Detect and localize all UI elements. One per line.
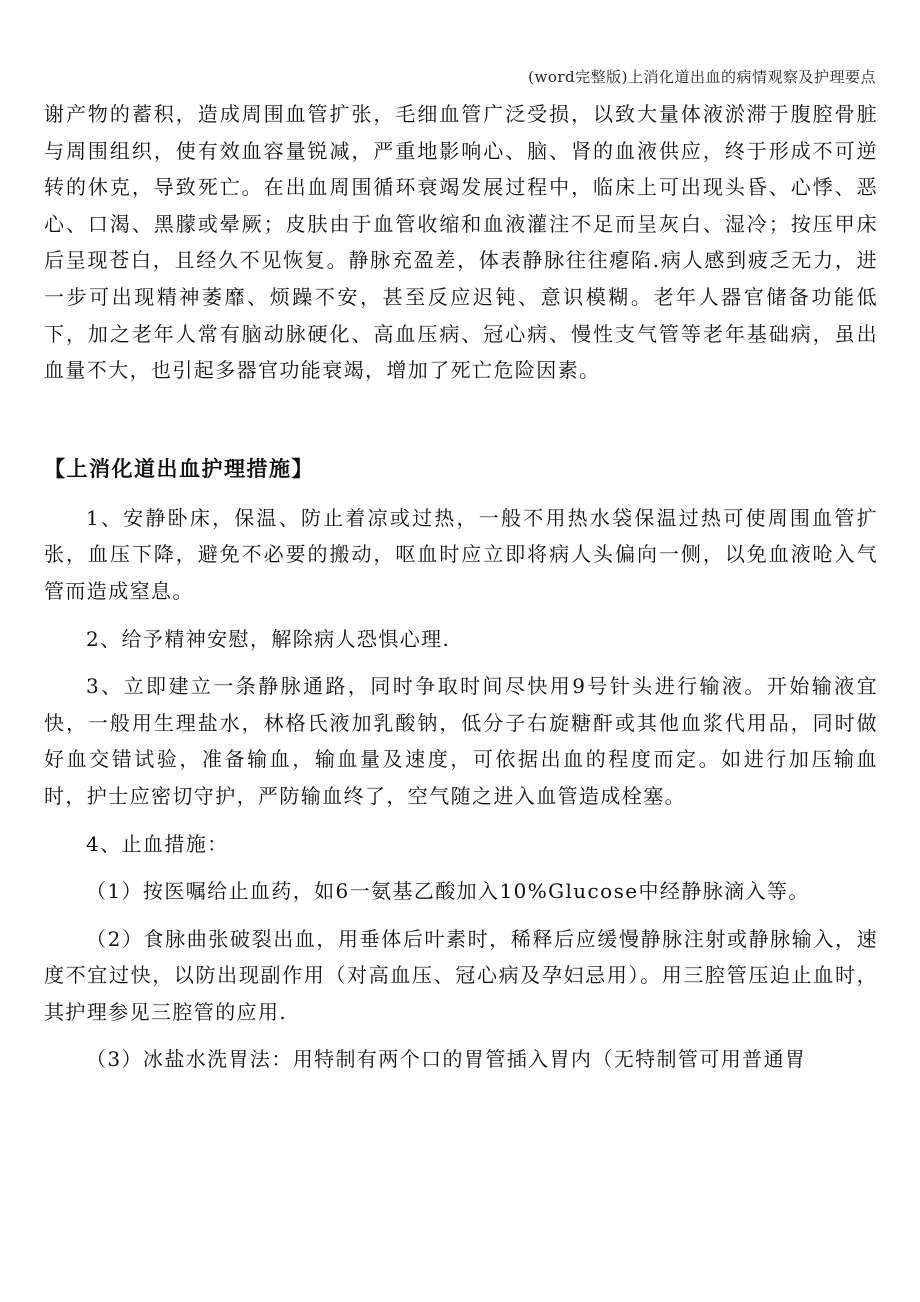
intro-paragraph: 谢产物的蓄积，造成周围血管扩张，毛细血管广泛受损，以致大量体液淤滞于腹腔骨脏与周围组织，使有效血容量锐减，严重地影响心、脑、肾的血液供应，终于形成不可逆转的休克，导致死亡。在出血周围循环衰竭发展过程中，临床上可出现头昏、心悸、恶心、口渴、黑朦或晕厥；皮肤由于血管收缩和血液灌注不足而呈灰白、湿冷；按压甲床后呈现苍白，且经久不见恢复。静脉充盈差，体表静脉往往瘪陷.病人感到疲乏无力，进一步可出现精神萎靡、烦躁不安，甚至反应迟钝、意识模糊。老年人器官储备功能低下，加之老年人常有脑动脉硬化、高血压病、冠心病、慢性支气管等老年基础病，虽出血量不大，也引起多器官功能衰竭，增加了死亡危险因素。: [44, 102, 878, 383]
section-heading: 【上消化道出血护理措施】: [44, 456, 314, 481]
measure-4-2-paragraph: （2）食脉曲张破裂出血，用垂体后叶素时，稀释后应缓慢静脉注射或静脉输入，速度不宜过快，以防出现副作用（对高血压、冠心病及孕妇忌用）。用三腔管压迫止血时，其护理参见三腔管的应用.: [44, 926, 878, 1024]
measure-2-paragraph: 2、给予精神安慰，解除病人恐惧心理.: [86, 626, 451, 651]
measure-3-paragraph: 3、立即建立一条静脉通路，同时争取时间尽快用9号针头进行输液。开始输液宜快，一般用生理盐水，林格氏液加乳酸钠，低分子右旋糖酐或其他血浆代用品，同时做好血交错试验，准备输血，输血量及速度，可依据出血的程度而定。如进行加压输血时，护士应密切守护，严防输血终了，空气随之进入血管造成栓塞。: [44, 674, 878, 808]
document-body: [44, 96, 878, 1078]
measure-1-paragraph: 1、安静卧床，保温、防止着凉或过热，一般不用热水袋保温过热可使周围血管扩张，血压下降，避免不必要的搬动，呕血时应立即将病人头偏向一侧，以免血液呛入气管而造成窒息。: [44, 505, 878, 603]
running-header: (word完整版)上消化道出血的病情观察及护理要点: [528, 68, 876, 86]
measure-4-heading: 4、止血措施：: [86, 831, 229, 856]
measure-4-1-paragraph: （1）按医嘱给止血药，如6一氨基乙酸加入10%Glucose中经静脉滴入等。: [86, 879, 810, 904]
measure-4-3-paragraph: （3）冰盐水洗胃法：用特制有两个口的胃管插入胃内（无特制管可用普通胃: [86, 1047, 807, 1072]
